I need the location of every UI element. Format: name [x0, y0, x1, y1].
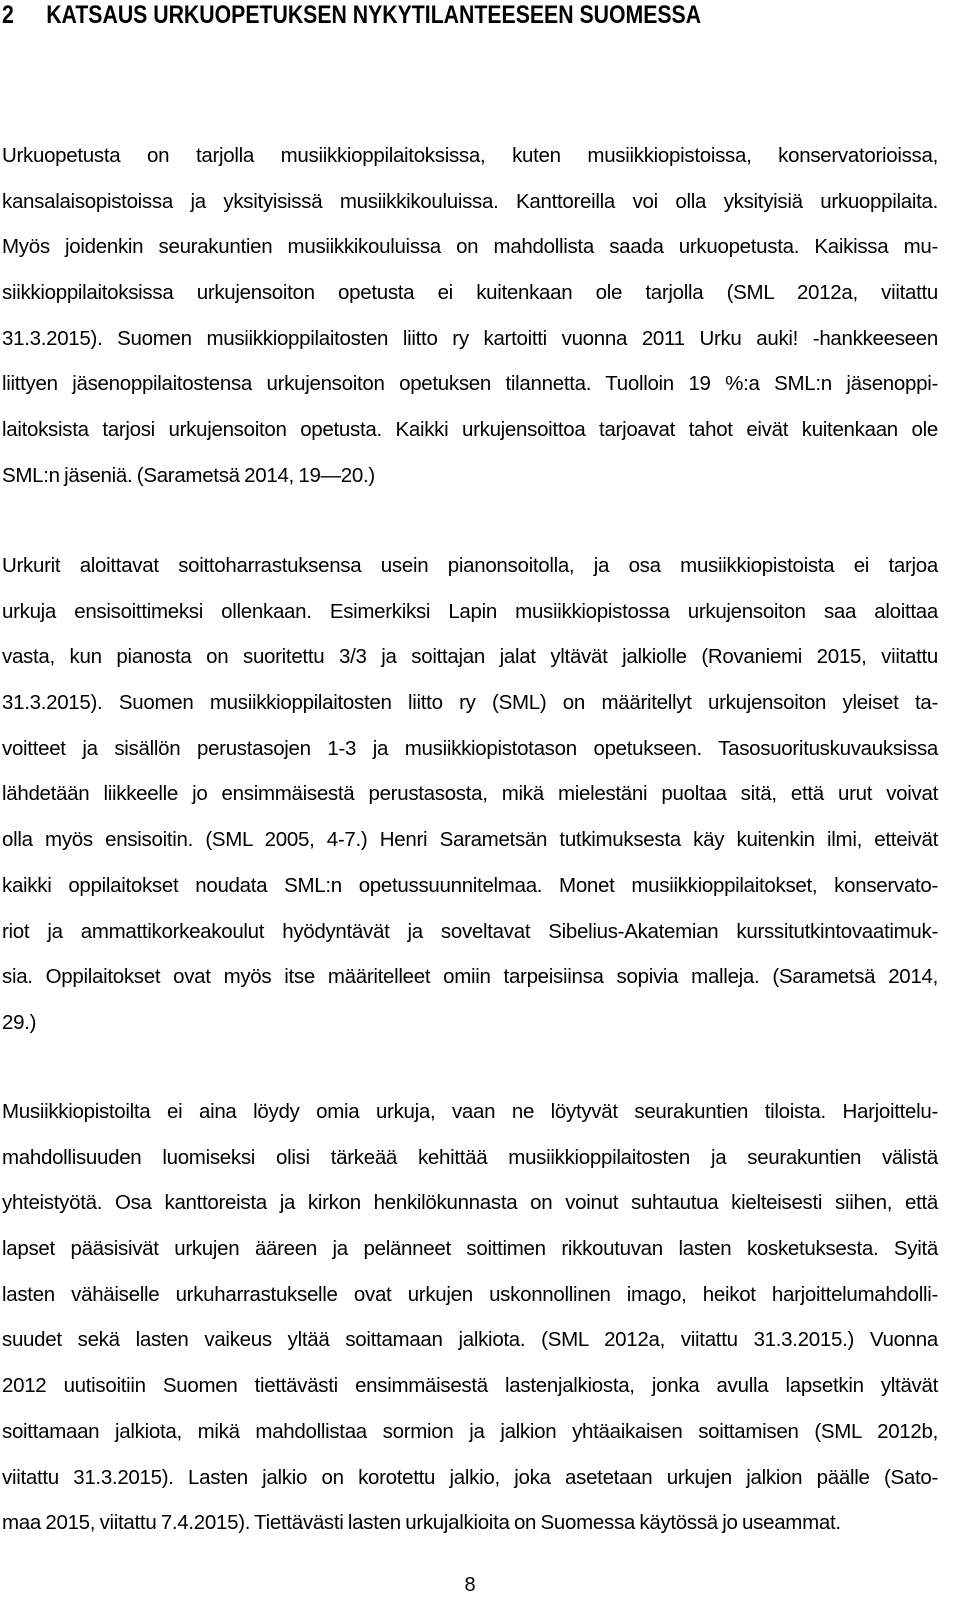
text-line: riot ja ammattikorkeakoulut hyödyntävät ja soveltavat Sibelius-Akatemian kurssitutkintovaatimuk- — [2, 919, 938, 943]
text-line: lähdetään liikkeelle jo ensimmäisestä perustasosta, mikä mielestäni puoltaa sitä, että urut voivat — [2, 782, 938, 806]
text-line: urkuja ensisoittimeksi ollenkaan. Esimerkiksi Lapin musiikkiopistossa urkujensoiton saa aloittaa — [2, 599, 938, 623]
text-line: soittamaan jalkiota, mikä mahdollistaa sormion ja jalkion yhtäaikaisen soittamisen (SML 2012b, — [2, 1419, 938, 1443]
text-line: vasta, kun pianosta on suoritettu 3/3 ja soittajan jalat yltävät jalkiolle (Rovaniemi 2015, viitattu — [2, 645, 938, 669]
page-number: 8 — [464, 1574, 476, 1596]
text-line: kansalaisopistoissa ja yksityisissä musiikkikouluissa. Kanttoreilla voi olla yksityisiä urkuoppilaita. — [2, 189, 938, 213]
text-line: siikkioppilaitoksissa urkujensoiton opetusta ei kuitenkaan ole tarjolla (SML 2012a, viitattu — [2, 281, 938, 305]
text-line: SML:n jäseniä. (Sarametsä 2014, 19—20.) — [2, 463, 375, 487]
text-line: suudet sekä lasten vaikeus yltää soittamaan jalkiota. (SML 2012a, viitattu 31.3.2015.) Vuonna — [2, 1328, 938, 1352]
paragraph-1 — [2, 133, 938, 499]
text-line: maa 2015, viitattu 7.4.2015). Tiettävästi lasten urkujalkioita on Suomessa käytössä jo useammat. — [2, 1511, 841, 1535]
chapter-heading — [2, 0, 810, 30]
text-line: lasten vähäiselle urkuharrastukselle ovat urkujen uskonnollinen imago, heikot harjoittelumahdolli- — [2, 1282, 938, 1306]
text-line: sia. Oppilaitokset ovat myös itse määritelleet omiin tarpeisiinsa sopivia malleja. (Sarametsä 2014, — [2, 965, 938, 989]
text-line: 2012 uutisoitiin Suomen tiettävästi ensimmäisestä lastenjalkiosta, jonka avulla lapsetkin yltävät — [2, 1374, 938, 1398]
text-line: olla myös ensisoitin. (SML 2005, 4-7.) Henri Sarametsän tutkimuksesta käy kuitenkin ilmi, etteivät — [2, 828, 938, 852]
text-line: voitteet ja sisällön perustasojen 1-3 ja musiikkiopistotason opetukseen. Tasosuorituskuvauksissa — [2, 736, 938, 760]
text-line: liittyen jäsenoppilaitostensa urkujensoiton opetuksen tilannetta. Tuolloin 19 %:a SML:n jäsenoppi- — [2, 372, 938, 396]
paragraph-2 — [2, 543, 938, 1046]
text-line: 31.3.2015). Suomen musiikkioppilaitosten liitto ry kartoitti vuonna 2011 Urku auki! -hankkeeseen — [2, 326, 938, 350]
text-line: Myös joidenkin seurakuntien musiikkikouluissa on mahdollista saada urkuopetusta. Kaikissa mu- — [2, 235, 938, 259]
text-line: Urkurit aloittavat soittoharrastuksensa usein pianonsoitolla, ja osa musiikkiopistoista ei tarjoa — [2, 554, 938, 577]
text-line: Musiikkiopistoilta ei aina löydy omia urkuja, vaan ne löytyvät seurakuntien tiloista. Harjoittelu- — [2, 1100, 938, 1123]
text-line: kaikki oppilaitokset noudata SML:n opetussuunnitelmaa. Monet musiikkioppilaitokset, konservato- — [2, 873, 938, 897]
text-line: laitoksista tarjosi urkujensoiton opetusta. Kaikki urkujensoittoa tarjoavat tahot eivät kuitenkaan ole — [2, 418, 938, 442]
text-line: Urkuopetusta on tarjolla musiikkioppilaitoksissa, kuten musiikkiopistoissa, konservatorioissa, — [2, 144, 938, 167]
chapter-title: KATSAUS URKUOPETUKSEN NYKYTILANTEESEEN SUOMESSA — [46, 1, 702, 29]
text-line: yhteistyötä. Osa kanttoreista ja kirkon henkilökunnasta on voinut suhtautua kielteisesti siihen, että — [2, 1191, 938, 1215]
text-line: 31.3.2015). Suomen musiikkioppilaitosten liitto ry (SML) on määritellyt urkujensoiton yleiset ta- — [2, 691, 938, 715]
text-line: viitattu 31.3.2015). Lasten jalkio on korotettu jalkio, joka asetetaan urkujen jalkion päälle (Sato- — [2, 1465, 938, 1489]
chapter-number: 2 — [2, 1, 14, 29]
text-line: mahdollisuuden luomiseksi olisi tärkeää kehittää musiikkioppilaitosten ja seurakuntien välistä — [2, 1145, 938, 1169]
text-line: lapset pääsisivät urkujen ääreen ja pelänneet soittimen rikkoutuvan lasten kosketuksesta. Syitä — [2, 1237, 938, 1261]
paragraph-3 — [2, 1089, 938, 1546]
text-line: 29.) — [2, 1010, 37, 1034]
